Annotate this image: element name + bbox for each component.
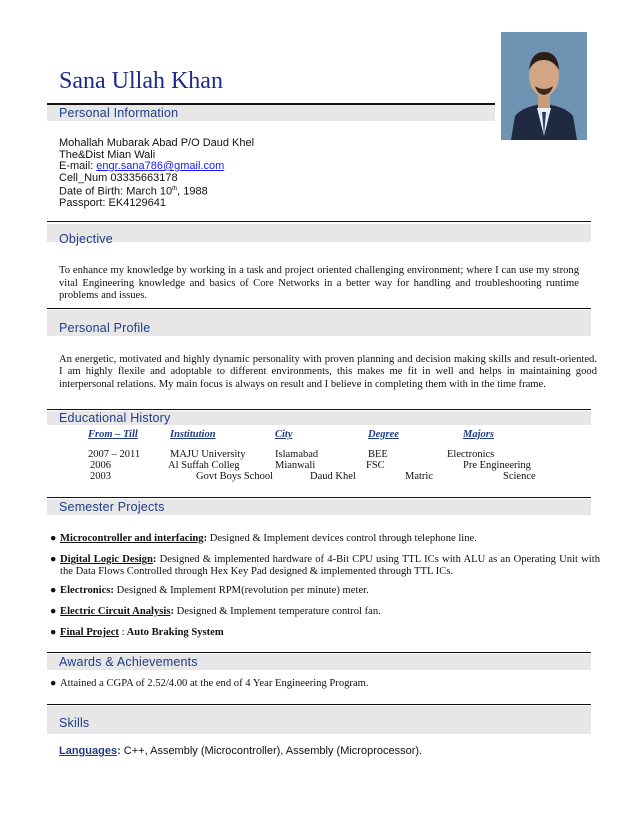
bullet-icon: ● (50, 554, 57, 565)
project-title: Digital Logic Design (60, 554, 153, 565)
edu-cell: Daud Khel (310, 471, 356, 482)
section-header-awards (47, 654, 591, 670)
cell-line: Cell_Num 03335663178 (59, 171, 178, 184)
project-title: Final Project (60, 627, 119, 638)
project-desc: Auto Braking System (124, 627, 224, 638)
section-header-skills (47, 706, 591, 734)
edu-cell: Matric (405, 471, 433, 482)
project-desc: Designed & Implement RPM(revolution per minute) meter. (113, 585, 369, 596)
email-line (59, 161, 254, 173)
project-desc: Designed & implemented hardware of 4-Bit CPU using TTL ICs with ALU as an Operating Unit with the Data Flows Controlled through Hex Key Pad designed & implemented through TTL ICs. (60, 554, 600, 577)
edu-cell: Govt Boys School (196, 471, 274, 482)
dob-sup: th (172, 186, 178, 192)
divider (47, 497, 591, 498)
section-header-objective (47, 224, 591, 246)
section-title: Awards & Achievements (59, 655, 198, 669)
candidate-name: Sana Ullah Khan (59, 68, 223, 94)
dob-line (59, 184, 254, 198)
bullet-icon: ● (50, 627, 57, 638)
section-title: Personal Profile (59, 321, 151, 335)
edu-header-city: City (275, 429, 293, 440)
skills-languages: Languages: C++, Assembly (Microcontroller), Assembly (Microprocessor). (59, 745, 423, 757)
profile-photo (501, 32, 587, 140)
dob-prefix: Date of Birth: March 10 (59, 185, 173, 198)
edu-header-degree: Degree (368, 429, 399, 440)
edu-header-from-till: From – Till (88, 429, 138, 440)
skills-label: Languages (59, 745, 118, 757)
project-title: Electric Circuit Analysis (60, 606, 171, 617)
section-title: Personal Information (59, 106, 179, 120)
passport-line: Passport: EK4129641 (59, 197, 167, 210)
bullet-icon: ● (50, 533, 57, 544)
edu-cell: 2007 – 2011 (88, 449, 141, 460)
project-title: Microcontroller and interfacing (60, 533, 204, 544)
bullet-icon: ● (50, 678, 57, 689)
project-desc: Designed & Implement devices control through telephone line. (207, 533, 477, 544)
objective-text: To enhance my knowledge by working in a task and project oriented challenging environment; where I can use my strong vital Engineering knowledge and basics of Core Networks in a better way for handling and troubleshooting runtime problems and issues. (59, 265, 579, 302)
email-link[interactable]: engr.sana786@gmail.com (96, 160, 225, 172)
edu-header-majors: Majors (463, 429, 494, 440)
edu-cell: Mianwali (275, 460, 316, 471)
edu-header-institution: Institution (170, 429, 216, 440)
section-title: Educational History (59, 411, 171, 425)
edu-cell: 2006 (90, 460, 111, 471)
edu-cell: 2003 (90, 471, 111, 482)
project-desc: Designed & Implement temperature control fan. (173, 606, 381, 617)
section-title: Skills (59, 716, 90, 730)
section-title: Objective (59, 232, 113, 246)
bullet-icon: ● (50, 585, 57, 596)
edu-cell: Pre Engineering (463, 460, 531, 471)
project-sep: : (118, 627, 125, 638)
email-label: E-mail: (59, 160, 97, 172)
section-header-personal-profile (47, 310, 591, 336)
divider (47, 704, 591, 705)
project-title: Electronics (60, 585, 111, 596)
section-header-personal-information (47, 103, 495, 121)
edu-cell: Science (503, 471, 536, 482)
divider (47, 409, 591, 410)
divider (47, 308, 591, 309)
section-header-semester-projects (47, 499, 591, 515)
edu-cell: Electronics (447, 449, 495, 460)
edu-cell: Islamabad (275, 449, 319, 460)
personal-details (59, 138, 254, 210)
edu-cell: Al Suffah Colleg (168, 460, 240, 471)
divider (47, 652, 591, 653)
district-line: The&Dist Mian Wali (59, 148, 156, 161)
edu-cell: MAJU University (170, 449, 246, 460)
section-header-educational-history (47, 411, 591, 425)
award-text: Attained a CGPA of 2.52/4.00 at the end of 4 Year Engineering Program. (60, 678, 369, 689)
divider (47, 221, 591, 222)
edu-cell: FSC (366, 460, 385, 471)
bullet-icon: ● (50, 606, 57, 617)
profile-text: An energetic, motivated and highly dynamic personality with proven planning and decision making skills and result-oriented. I am highly flexile and adoptable to different environments, this makes me fit in well and helps in maintaining good interpersonal relations. My main focus is always on result and I believe in completing them with in the time frame. (59, 354, 597, 390)
edu-cell: BEE (368, 449, 388, 460)
section-title: Semester Projects (59, 500, 165, 514)
skills-text: C++, Assembly (Microcontroller), Assembly (Microprocessor). (120, 745, 423, 757)
address-line: Mohallah Mubarak Abad P/O Daud Khel (59, 137, 255, 149)
dob-suffix: , 1988 (177, 185, 208, 198)
